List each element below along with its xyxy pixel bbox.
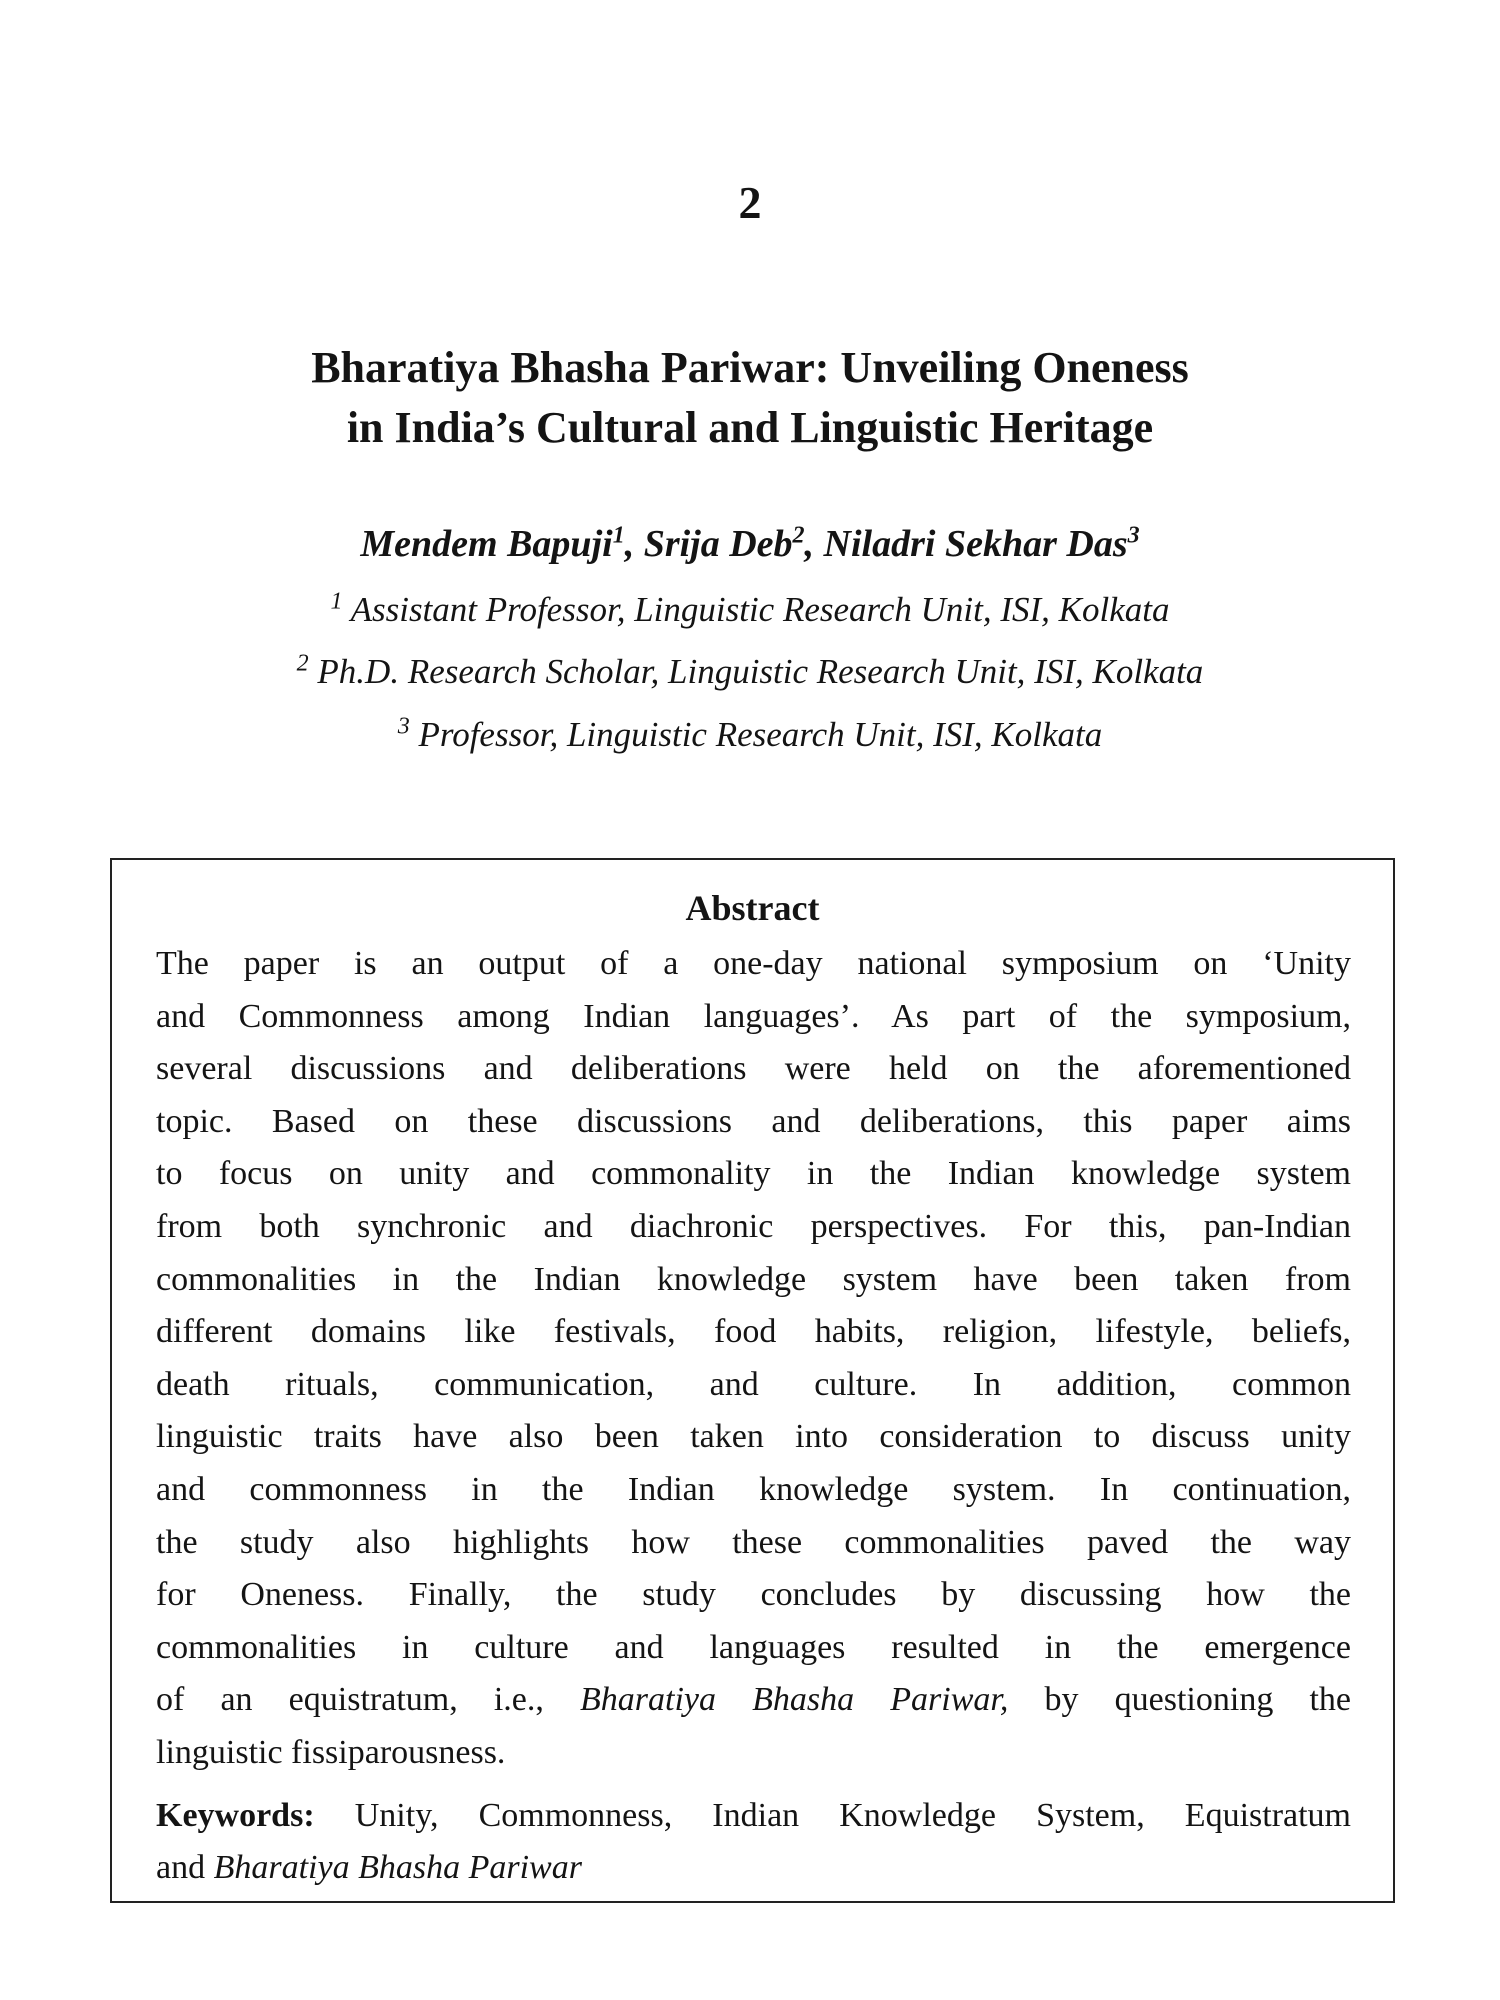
affiliation-1 <box>0 588 1500 632</box>
keywords-line <box>156 1790 1351 1842</box>
paper-title <box>150 338 1350 458</box>
affiliation-2 <box>0 650 1500 694</box>
title-line-2: in India’s Cultural and Linguistic Heritage <box>346 403 1154 452</box>
keywords <box>156 1790 1351 1894</box>
abstract-line: several discussions and deliberations were held on the aforementioned <box>156 1050 1351 1088</box>
author-superscript: 2 <box>792 522 805 549</box>
abstract-line: the study also highlights how these commonalities paved the way <box>156 1523 1351 1561</box>
author-superscript: 3 <box>1127 522 1140 549</box>
keywords-text: Unity, Commonness, Indian Knowledge System, Equistratum <box>314 1797 1351 1834</box>
abstract-line: and commonness in the Indian knowledge system. In continuation, <box>156 1470 1351 1508</box>
abstract-line: and Commonness among Indian languages’. As part of the symposium, <box>156 997 1351 1035</box>
affiliation-3 <box>0 713 1500 757</box>
affiliation-text: Professor, Linguistic Research Unit, ISI, Kolkata <box>418 715 1103 754</box>
affiliation-superscript: 1 <box>330 588 343 615</box>
abstract-line: from both synchronic and diachronic perspectives. For this, pan-Indian <box>156 1207 1351 1245</box>
abstract-line: commonalities in culture and languages resulted in the emergence <box>156 1628 1351 1666</box>
keywords-label: Keywords: <box>156 1797 315 1834</box>
abstract-line: to focus on unity and commonality in the Indian knowledge system <box>156 1155 1351 1193</box>
abstract-line <box>156 1674 1351 1727</box>
abstract-box <box>110 858 1395 1903</box>
author-separator: , <box>804 523 824 565</box>
abstract-line: topic. Based on these discussions and deliberations, this paper aims <box>156 1102 1351 1140</box>
abstract-line: different domains like festivals, food habits, religion, lifestyle, beliefs, <box>156 1313 1351 1351</box>
abstract-heading: Abstract <box>685 888 820 928</box>
abstract-text: of an equistratum, i.e., <box>156 1681 581 1719</box>
keywords-line <box>156 1842 1351 1894</box>
author-superscript: 1 <box>612 522 625 549</box>
author-list <box>0 520 1500 568</box>
abstract-body <box>156 938 1351 1780</box>
abstract-line: commonalities in the Indian knowledge system have been taken from <box>156 1260 1351 1298</box>
abstract-line: linguistic traits have also been taken into consideration to discuss unity <box>156 1418 1351 1456</box>
abstract-line: for Oneness. Finally, the study concludes by discussing how the <box>156 1576 1351 1614</box>
author-separator: , <box>624 523 644 565</box>
affiliation-text: Ph.D. Research Scholar, Linguistic Research Unit, ISI, Kolkata <box>317 652 1204 691</box>
abstract-line: linguistic fissiparousness. <box>156 1733 506 1771</box>
title-line-1: Bharatiya Bhasha Pariwar: Unveiling Oneness <box>311 343 1189 392</box>
chapter-number: 2 <box>738 177 762 228</box>
affiliation-text: Assistant Professor, Linguistic Research Unit, ISI, Kolkata <box>350 590 1170 629</box>
keywords-text: and <box>156 1849 214 1886</box>
keywords-italic-term: Bharatiya Bhasha Pariwar <box>213 1849 582 1886</box>
author-name: Srija Deb <box>643 523 793 565</box>
abstract-italic-term: Bharatiya Bhasha Pariwar, <box>580 1681 1009 1719</box>
abstract-line: death rituals, communication, and culture. In addition, common <box>156 1365 1351 1403</box>
author-name: Niladri Sekhar Das <box>823 523 1128 565</box>
author-name: Mendem Bapuji <box>360 523 613 565</box>
affiliation-superscript: 3 <box>397 713 410 740</box>
abstract-line: The paper is an output of a one-day national symposium on ‘Unity <box>156 945 1351 982</box>
abstract-text: by questioning the <box>1008 1681 1351 1719</box>
affiliation-superscript: 2 <box>296 650 309 677</box>
